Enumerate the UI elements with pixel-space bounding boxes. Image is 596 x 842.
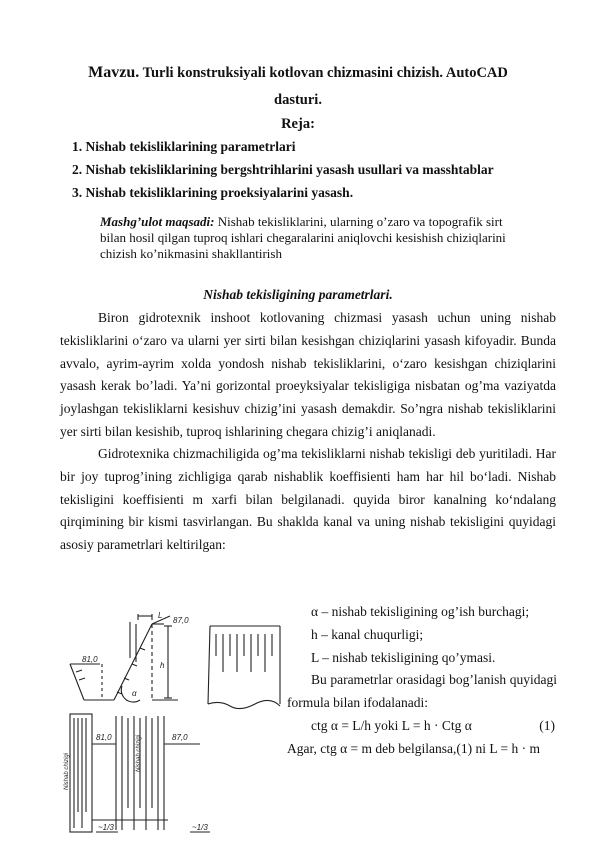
bergstrich-rectangle [208, 626, 280, 709]
section-title: Nishab tekisligining parametrlari. [203, 287, 393, 302]
reja-heading: Reja: [281, 116, 315, 132]
title-line2: dasturi. [274, 92, 322, 108]
document-title [0, 64, 596, 82]
label-L: L [158, 612, 163, 620]
formula: ctg α = L/h yoki L = h · Ctg α [311, 717, 472, 733]
alpha-definition: α – nishab tekisligining og’ish burchagi; [311, 604, 530, 619]
canal-plan-bottom [70, 714, 210, 832]
label-81-bottom: 81,0 [96, 733, 112, 742]
h-definition: h – kanal chuqurligi; [311, 626, 424, 642]
plan-item-2: 2. Nishab tekisliklarining bergshtrihlarini yasash usullari va masshtablar [72, 162, 494, 177]
plan-item-1: 1. Nishab tekisliklarining parametrlari [72, 139, 296, 154]
label-left-rotated: Nishab chizigi [64, 752, 70, 790]
formula-number: (1) [539, 717, 555, 733]
label-alpha: α [132, 689, 137, 698]
paragraph-1: Biron gidrotexnik inshoot kotlovaning chizmasi yasash uchun uning nishab tekisliklarini o‘zaro va ularni yer sirti bilan kesishgan chiziqlarini yasash kifoyadir. Bunda avvalo, ayrim-ayrim xolda yondosh nishab tekisliklarini, o‘zaro kesishgan chiziqlarini yasash kerak bo’ladi. Ya’ni gorizontal proeyksiyalar tekisligiga nisbatan og’ma vaziyatda joylashgan tekisliklarni kesishuv chizig’ini yasash demakdir. So’ngra nishab tekisliklarini yer sirti bilan kesishib, tuproq ishlarining chegara chizig’i aniqlanadi. [60, 310, 556, 439]
L-definition: L – nishab tekisligining qo’ymasi. [311, 649, 496, 665]
plan-item-3: 3. Nishab tekisliklarining proeksiyalarini yasash. [72, 185, 354, 200]
relation-text: Bu parametrlar orasidagi bog’lanish quyidagi formula bilan ifodalanadi: [287, 672, 557, 711]
mavzu-label: Mavzu. [88, 64, 140, 81]
label-87-top: 87,0 [173, 616, 189, 625]
paragraph-2: Gidrotexnika chizmachiligida og’ma tekisliklarni nishab tekisligi deb yuritiladi. Har bir joy tuprog’ining zichligiga qarab nishablik koeffisienti ham har hil bo‘ladi. Nishab tekisligini koeffisienti m xarfi bilan belgilanadi. quyida biror kanalning ko‘ndalang qirqimining bir kismi tasvirlangan. Bu shaklda kanal va uning nishab tekisligini quyidagi asosiy parametrlari keltirilgan: [60, 446, 556, 553]
lesson-goal [100, 214, 520, 262]
label-scale-left: ~1/3 [98, 823, 114, 832]
last-line: Agar, ctg α = m deb belgilansa,(1) ni L = h · m [287, 740, 540, 756]
canal-cross-section-figure [60, 612, 282, 840]
goal-label: Mashg’ulot maqsadi: [100, 214, 215, 229]
label-mid-rotated: Nishab chizigi [136, 734, 142, 772]
label-87-bottom: 87,0 [172, 733, 188, 742]
goal-text: Nishab tekisliklarini, ularning o’zaro va topografik sirt bilan hosil qilgan tuproq ishlari chegaralarini aniqlovchi kesishish chiziqlarini chizish ko’nikmasini shakllantirish [100, 214, 506, 261]
parameter-definitions [287, 601, 557, 761]
label-81-top: 81,0 [82, 655, 98, 664]
label-h: h [160, 661, 165, 670]
title-line1: Turli konstruksiyali kotlovan chizmasini chizish. AutoCAD [142, 65, 508, 81]
formula-line [287, 715, 557, 738]
label-scale-right: ~1/3 [192, 823, 208, 832]
